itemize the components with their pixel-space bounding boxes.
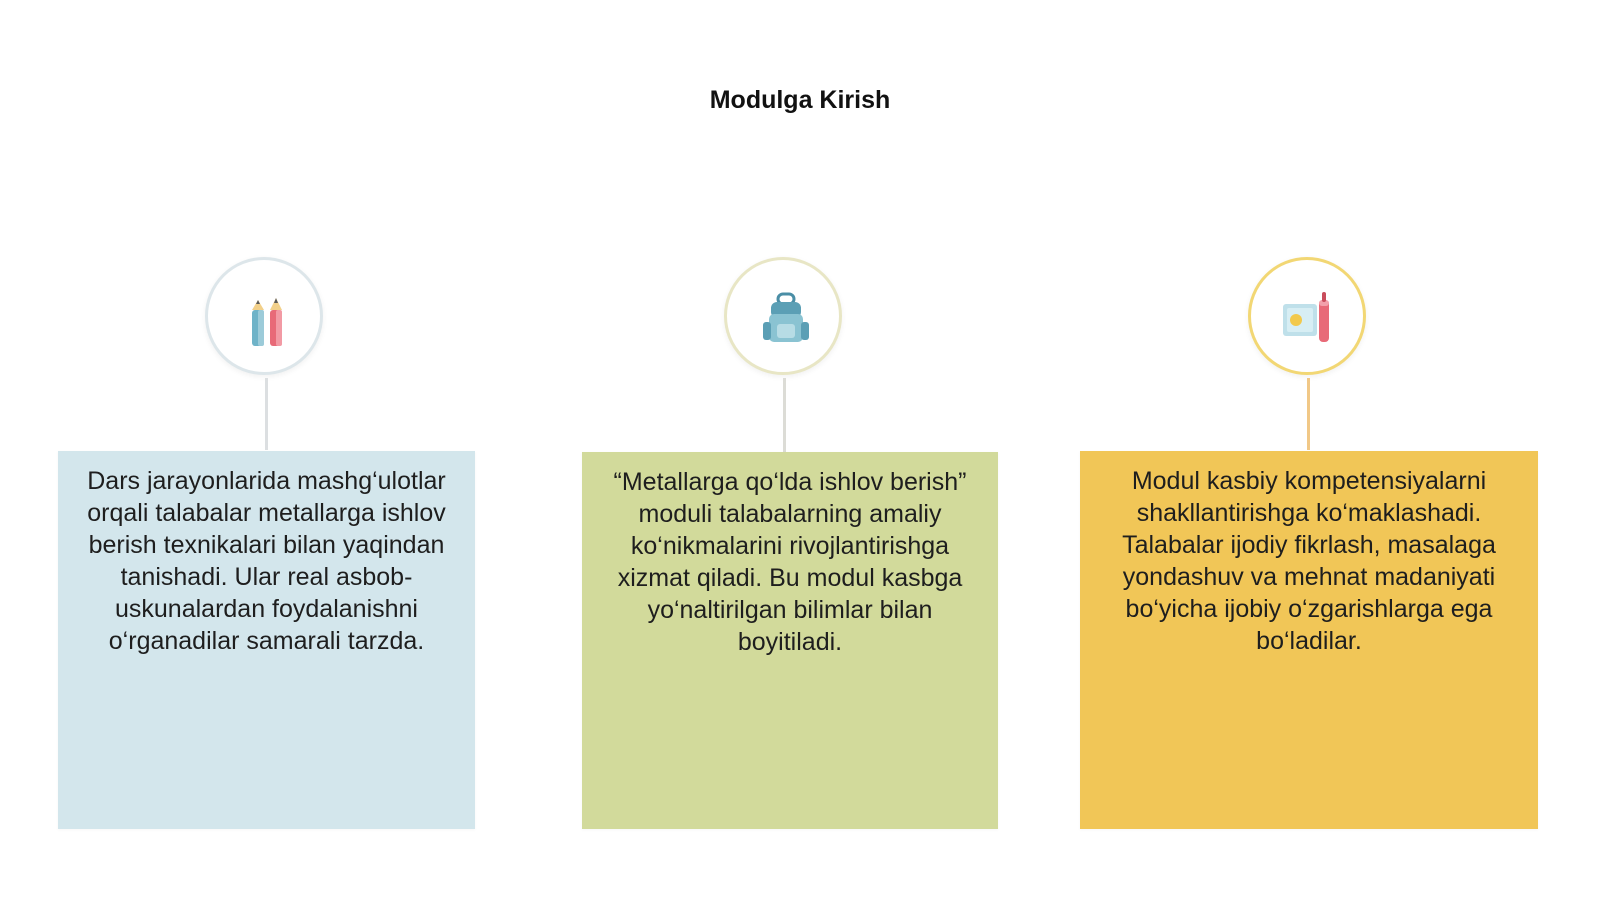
- card-text-1: Dars jarayonlarida mashg‘ulotlar orqali talabalar metallarga ishlov berish texnikalari bilan yaqindan tanishadi. Ular real asbob-uskunalardan foydalanishni o‘rganadilar samarali tarzda.: [87, 467, 446, 655]
- connector-line-3: [1307, 378, 1310, 450]
- icon-circle-2: [724, 257, 842, 375]
- card-text-3: Modul kasbiy kompetensiyalarni shakllantirishga ko‘maklashadi. Talabalar ijodiy fikrlash, masalaga yondashuv va mehnat madaniyati bo‘yicha ijobiy o‘zgarishlarga ega bo‘ladilar.: [1122, 467, 1496, 655]
- info-card-2: [582, 452, 998, 829]
- backpack-icon: [751, 284, 821, 354]
- info-card-1: [58, 451, 475, 829]
- pencils-icon: [232, 284, 302, 354]
- connector-line-1: [265, 378, 268, 450]
- icon-circle-1: [205, 257, 323, 375]
- page-title: Modulga Kirish: [709, 86, 891, 114]
- card-text-2: “Metallarga qo‘lda ishlov berish” moduli talabalarning amaliy ko‘nikmalarini rivojlantirishga xizmat qiladi. Bu modul kasbga yo‘naltirilgan bilimlar bilan boyitiladi.: [613, 468, 967, 656]
- drawing-tools-icon: [1275, 284, 1345, 354]
- info-card-3: [1080, 451, 1538, 829]
- icon-circle-3: [1248, 257, 1366, 375]
- connector-line-2: [783, 378, 786, 452]
